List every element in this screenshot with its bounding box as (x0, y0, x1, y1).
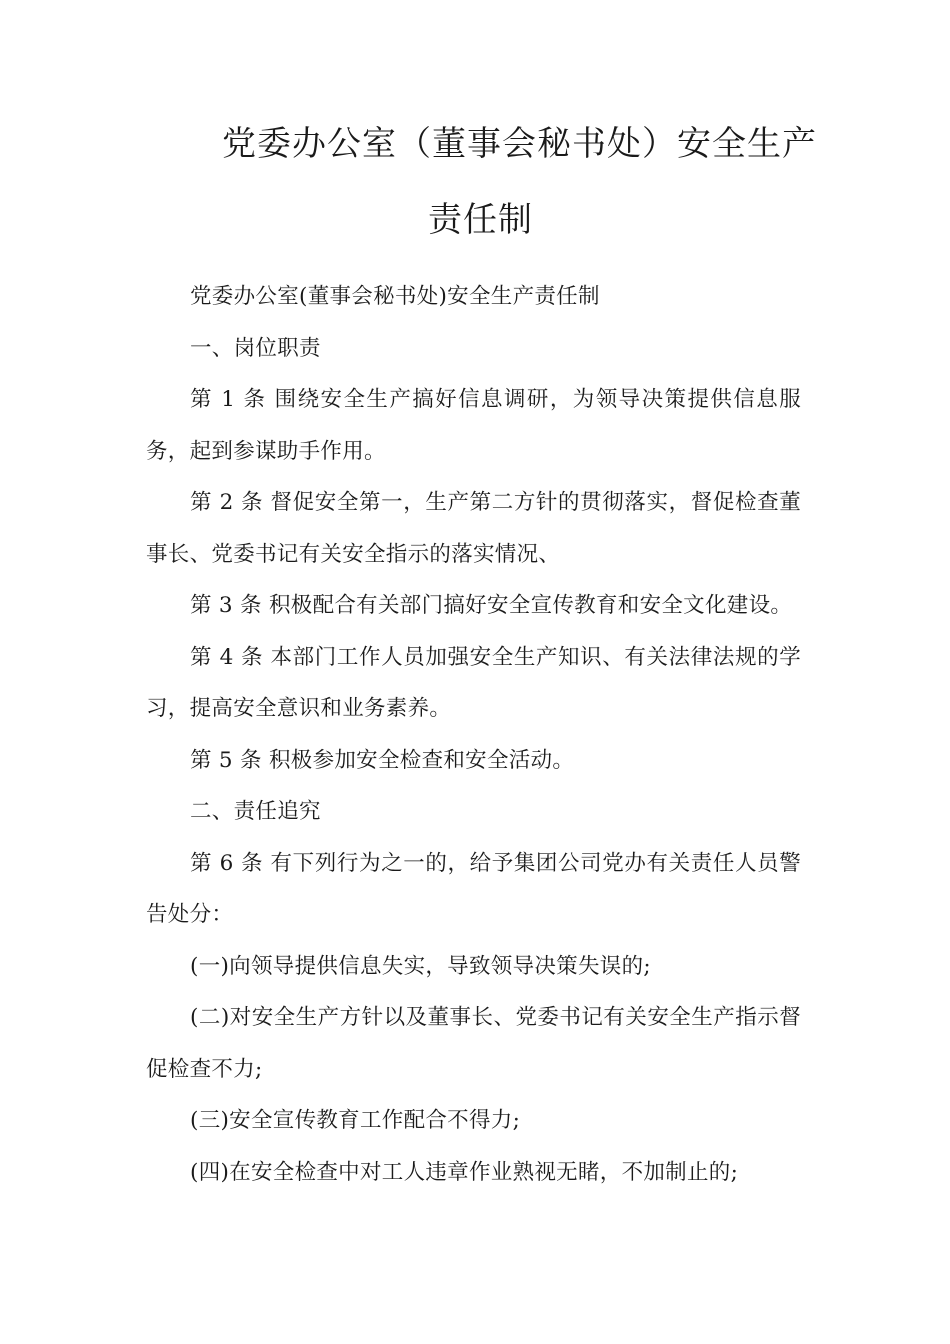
list-item-4: (四)在安全检查中对工人违章作业熟视无睹，不加制止的; (190, 1159, 739, 1185)
article-3-paragraph: 第 3 条 积极配合有关部门搞好安全宣传教育和安全文化建设。 (190, 593, 793, 618)
document-body (146, 271, 801, 1198)
article-1-paragraph: 第 1 条 围绕安全生产搞好信息调研，为领导决策提供信息服务，起到参谋助手作用。 (146, 387, 801, 464)
section-heading-duties: 一、岗位职责 (190, 335, 321, 361)
list-item-1: (一)向领导提供信息失实，导致领导决策失误的; (190, 953, 651, 979)
article-4-paragraph: 第 4 条 本部门工作人员加强安全生产知识、有关法律法规的学习，提高安全意识和业务素养。 (146, 644, 801, 721)
document-title-line-2: 责任制 (428, 200, 533, 240)
section-heading-accountability: 二、责任追究 (190, 799, 321, 824)
list-item-2: (二)对安全生产方针以及董事长、党委书记有关安全生产指示督促检查不力; (146, 1005, 801, 1082)
document-title-line-1: 党委办公室（董事会秘书处）安全生产 (222, 124, 817, 164)
list-item-3: (三)安全宣传教育工作配合不得力; (190, 1108, 521, 1133)
article-2-paragraph: 第 2 条 督促安全第一，生产第二方针的贯彻落实，督促检查董事长、党委书记有关安全指示的落实情况、 (146, 490, 801, 567)
article-5-paragraph: 第 5 条 积极参加安全检查和安全活动。 (190, 747, 575, 773)
subtitle-paragraph: 党委办公室(董事会秘书处)安全生产责任制 (190, 284, 600, 309)
article-6-paragraph: 第 6 条 有下列行为之一的，给予集团公司党办有关责任人员警告处分： (146, 850, 801, 927)
